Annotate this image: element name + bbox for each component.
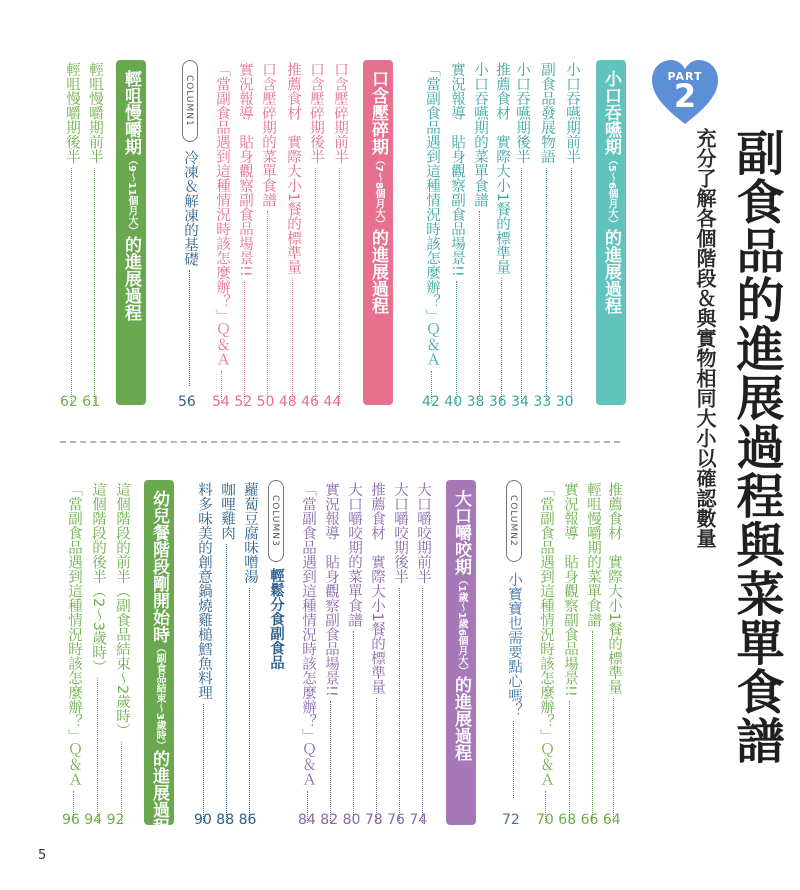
- stage5-page-numbers: 96 94 92: [62, 812, 125, 828]
- toc-entry[interactable]: 小口吞嚥期的菜單食譜: [470, 62, 490, 407]
- dot-leader: [513, 721, 514, 798]
- toc-entry[interactable]: 口含壓碎期後半: [306, 62, 326, 407]
- stage4-header[interactable]: 大口嚼咬期（1歲～1歲6個月大）的進展過程: [446, 480, 476, 825]
- toc-entry[interactable]: 料多味美的創意鍋燒雞槌鱈魚料理: [194, 482, 214, 827]
- dot-leader: [569, 701, 570, 823]
- toc-entry[interactable]: 口含壓碎期的菜單食譜: [258, 62, 278, 407]
- toc-entry[interactable]: 「當副食品遇到這種情況時該怎麼辦？」Ｑ＆Ａ: [298, 482, 318, 827]
- dot-leader: [203, 704, 204, 824]
- dot-leader: [97, 678, 98, 823]
- stage5-header[interactable]: 幼兒餐階段剛開始時（副食品結束～3歲時）的進展過程: [144, 480, 174, 825]
- dot-leader: [226, 544, 227, 823]
- toc-entry[interactable]: 大口嚼咬期前半: [413, 482, 433, 827]
- dot-leader: [592, 631, 593, 823]
- column3-heading: 輕鬆分食副食品: [268, 568, 284, 670]
- toc-entry[interactable]: 口含壓碎期前半: [330, 62, 350, 407]
- stage2-page-numbers: 54 52 50 48 46 44: [212, 394, 342, 410]
- toc-entry[interactable]: 「當副食品遇到這種情況時該怎麼辦？」Ｑ＆Ａ: [64, 482, 84, 827]
- toc-entry[interactable]: 小口吞嚥期後半: [512, 62, 532, 407]
- column1-badge: COLUMN1: [182, 60, 198, 142]
- dot-leader: [71, 168, 72, 404]
- dot-leader: [244, 281, 245, 403]
- toc-entry[interactable]: 推薦食材 實際大小1餐的標準量: [367, 482, 387, 827]
- page-number: 5: [38, 848, 47, 863]
- toc-entry[interactable]: 大口嚼咬期後半: [390, 482, 410, 827]
- toc-entry[interactable]: 輕咀慢嚼期後半: [62, 62, 82, 407]
- toc-entry[interactable]: 「當副食品遇到這種情況時該怎麼辦？」Ｑ＆Ａ: [536, 482, 556, 827]
- dot-leader: [94, 168, 95, 404]
- part-badge: [650, 58, 720, 126]
- column2-badge: COLUMN2: [506, 480, 522, 562]
- stage3b-page-numbers: 70 68 66 64: [536, 812, 621, 828]
- dot-leader: [501, 278, 502, 403]
- stage3-header[interactable]: 輕咀慢嚼期（9～11個月大）的進展過程: [116, 60, 146, 405]
- dot-leader: [189, 270, 190, 386]
- column1-page: 56: [178, 394, 196, 410]
- toc-entry[interactable]: 實況報導 貼身觀察副食品場景!!: [447, 62, 467, 407]
- stage4-page-numbers: 84 82 80 78 76 74: [298, 812, 428, 828]
- toc-entry[interactable]: 冷凍＆解凍的基礎: [180, 150, 200, 390]
- dot-leader: [249, 588, 250, 824]
- dot-leader: [479, 211, 480, 403]
- section-divider: [60, 441, 620, 443]
- dot-leader: [422, 588, 423, 824]
- part-number: 2: [673, 77, 697, 115]
- page-subtitle: 充分了解各個階段＆與實物相同大小以確認數量: [693, 128, 717, 548]
- page-title: 副食品的進展過程與菜單食譜: [728, 128, 784, 765]
- toc-entry[interactable]: 實況報導 貼身觀察副食品場景!!: [235, 62, 255, 407]
- dot-leader: [456, 281, 457, 403]
- toc-entry[interactable]: 蘿蔔豆腐味噌湯: [240, 482, 260, 827]
- column2-page: 72: [502, 812, 520, 828]
- toc-entry[interactable]: 大口嚼咬期的菜單食譜: [344, 482, 364, 827]
- toc-entry[interactable]: 「當副食品遇到這種情況時該怎麼辦？」Ｑ＆Ａ: [422, 62, 442, 407]
- dot-leader: [292, 278, 293, 403]
- dot-leader: [376, 698, 377, 823]
- dot-leader: [571, 168, 572, 404]
- column3-page-numbers: 90 88 86: [194, 812, 257, 828]
- dot-leader: [330, 701, 331, 823]
- toc-entry[interactable]: 輕咀慢嚼期的菜單食譜: [583, 482, 603, 827]
- column3-badge: COLUMN3: [268, 480, 284, 562]
- toc-entry[interactable]: 實況報導 貼身觀察副食品場景!!: [560, 482, 580, 827]
- part-label: PART: [667, 70, 703, 83]
- toc-entry[interactable]: 推薦食材 實際大小1餐的標準量: [604, 482, 624, 827]
- dot-leader: [546, 168, 547, 404]
- dot-leader: [121, 742, 122, 823]
- dot-leader: [267, 211, 268, 403]
- toc-entry[interactable]: 小寶寶也需要點心嗎？: [504, 572, 524, 802]
- toc-entry[interactable]: 推薦食材 實際大小1餐的標準量: [492, 62, 512, 407]
- dot-leader: [613, 698, 614, 823]
- toc-entry[interactable]: 輕咀慢嚼期前半: [85, 62, 105, 407]
- stage1-header[interactable]: 小口吞嚥期（5～6個月大）的進展過程: [596, 60, 626, 405]
- toc-entry[interactable]: 實況報導 貼身觀察副食品場景!!: [321, 482, 341, 827]
- toc-entry[interactable]: 小口吞嚥期前半: [562, 62, 582, 407]
- dot-leader: [315, 168, 316, 404]
- stage1-page-numbers: 42 40 38 36 34 33 30: [422, 394, 574, 410]
- stage3-page-numbers: 62 61: [60, 394, 101, 410]
- toc-entry[interactable]: 推薦食材 實際大小1餐的標準量: [283, 62, 303, 407]
- toc-entry[interactable]: 這個階段的後半（2～3歲時）: [88, 482, 108, 827]
- dot-leader: [521, 168, 522, 404]
- toc-entry[interactable]: 這個階段的前半（副食品結束～2歲時）: [112, 482, 132, 827]
- toc-entry[interactable]: 副食品發展物語: [537, 62, 557, 407]
- dot-leader: [339, 168, 340, 404]
- toc-entry[interactable]: 「當副食品遇到這種情況時該怎麼辦？」Ｑ＆Ａ: [212, 62, 232, 407]
- dot-leader: [399, 588, 400, 824]
- stage2-header[interactable]: 口含壓碎期（7～8個月大）的進展過程: [363, 60, 393, 405]
- dot-leader: [353, 631, 354, 823]
- toc-entry[interactable]: 咖哩雞肉: [217, 482, 237, 827]
